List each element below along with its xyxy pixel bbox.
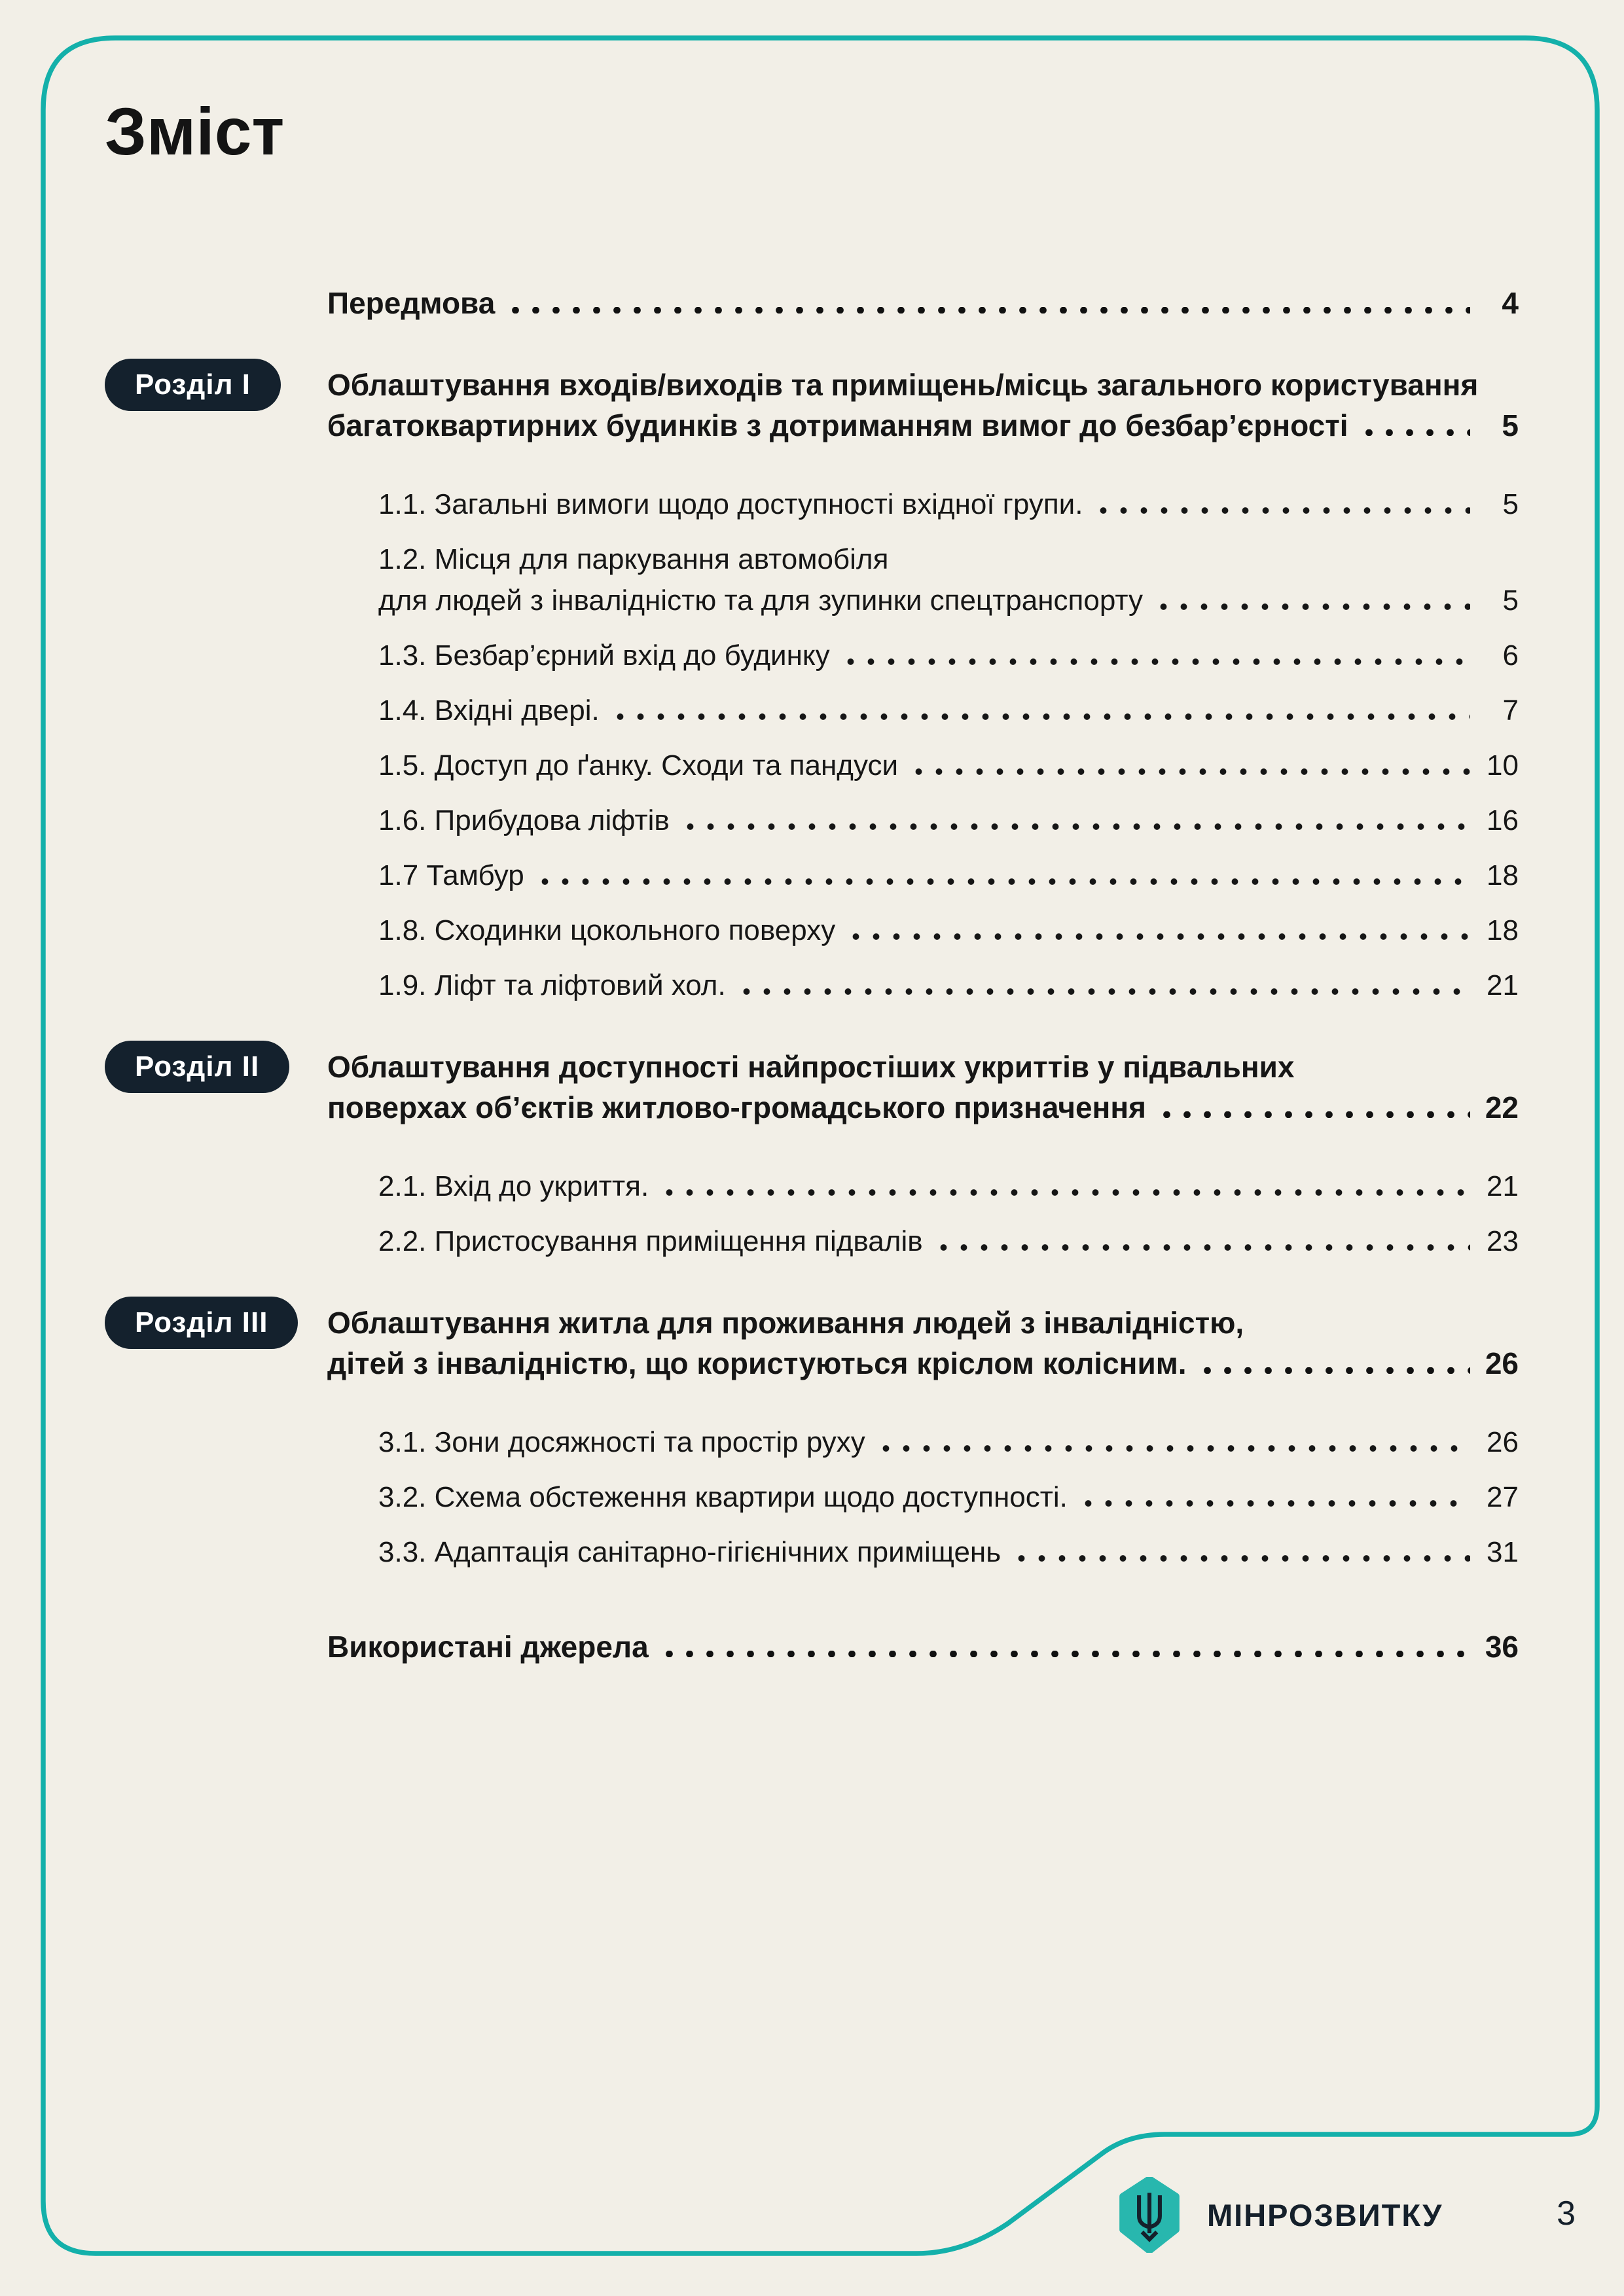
toc-item-row	[378, 1477, 1519, 1518]
toc-item	[378, 745, 1519, 786]
toc-item-row	[378, 745, 1519, 786]
toc-item-row	[378, 855, 1519, 896]
toc-item-label: 3.2. Схема обстеження квартири щодо доступності.	[378, 1481, 1068, 1513]
toc-item-label: 3.1. Зони досяжності та простір руху	[378, 1426, 865, 1458]
toc-item-page: 10	[1487, 749, 1519, 781]
toc-item-label: 3.3. Адаптація санітарно-гігієнічних приміщень	[378, 1536, 1001, 1568]
section-heading	[327, 1302, 1519, 1384]
section-items	[378, 1166, 1519, 1262]
toc-item-row	[378, 800, 1519, 841]
section-page: 22	[1485, 1090, 1519, 1124]
toc-item-label: 2.2. Пристосування приміщення підвалів	[378, 1225, 923, 1257]
section-badge-col	[105, 1302, 327, 1349]
toc-item	[378, 690, 1519, 731]
page-title: Зміст	[105, 94, 285, 169]
section-heading-line-row	[327, 1087, 1519, 1128]
dot-leader	[909, 768, 1470, 775]
section-page: 5	[1502, 408, 1519, 442]
dot-leader	[1359, 429, 1470, 436]
toc-entry-page: 36	[1485, 1630, 1519, 1664]
dot-leader	[846, 933, 1470, 940]
tryzub-shield-icon	[1118, 2177, 1181, 2253]
toc-entry-sources	[327, 1626, 1519, 1668]
toc-item-row	[378, 484, 1519, 525]
section-heading-line: Облаштування житла для проживання людей з інвалідністю,	[327, 1306, 1244, 1340]
dot-leader	[680, 823, 1470, 830]
toc-entry-label: Передмова	[327, 286, 496, 320]
section-heading-line: Облаштування доступності найпростіших укриттів у підвальних	[327, 1050, 1295, 1084]
dot-leader	[933, 1244, 1470, 1251]
toc-item-label: 1.7 Тамбур	[378, 859, 524, 891]
toc-item	[378, 855, 1519, 896]
dot-leader	[659, 1189, 1470, 1196]
page-number: 3	[1557, 2195, 1576, 2233]
toc-item	[378, 1166, 1519, 1207]
toc-item-row	[378, 635, 1519, 676]
section-heading-line: Облаштування входів/виходів та приміщень/місць загального користування	[327, 368, 1479, 402]
section-heading	[327, 1047, 1519, 1128]
toc-item-row	[378, 1532, 1519, 1573]
dot-leader	[659, 1651, 1470, 1657]
toc-section	[105, 365, 1519, 1006]
toc-item-label: 1.4. Вхідні двері.	[378, 694, 600, 726]
section-badge: Розділ I	[105, 359, 281, 411]
section-badge-col	[105, 1047, 327, 1093]
toc-item-page: 5	[1502, 488, 1519, 520]
toc-item-page: 21	[1487, 969, 1519, 1001]
toc-item-page: 16	[1487, 804, 1519, 836]
section-heading-line: дітей з інвалідністю, що користуються кріслом колісним.	[327, 1346, 1187, 1380]
section-heading-line: поверхах об’єктів житлово-громадського призначення	[327, 1090, 1146, 1124]
dot-leader	[610, 713, 1470, 720]
toc-item-page: 18	[1487, 914, 1519, 946]
section-items	[378, 484, 1519, 1006]
dot-leader	[1197, 1367, 1470, 1374]
toc-item-label: для людей з інвалідністю та для зупинки спецтранспорту	[378, 584, 1143, 617]
toc-sections	[105, 365, 1519, 1573]
dot-leader	[736, 988, 1470, 995]
section-heading-row	[105, 1302, 1519, 1384]
toc-item-label: 1.6. Прибудова ліфтів	[378, 804, 670, 836]
toc-item-line: 1.2. Місця для паркування автомобіля	[378, 543, 889, 575]
toc-entry-label: Використані джерела	[327, 1630, 649, 1664]
section-badge: Розділ III	[105, 1297, 298, 1349]
section-heading	[327, 365, 1519, 446]
dot-leader	[1093, 507, 1470, 514]
toc-item	[378, 635, 1519, 676]
dot-leader	[876, 1445, 1470, 1452]
section-heading-line-row	[327, 405, 1519, 446]
toc-item-page: 23	[1487, 1225, 1519, 1257]
toc-item	[378, 484, 1519, 525]
section-heading-line-row	[327, 1343, 1519, 1384]
toc-item-page: 31	[1487, 1536, 1519, 1568]
dot-leader	[1078, 1500, 1470, 1507]
toc-section	[105, 1047, 1519, 1262]
toc-item	[378, 910, 1519, 951]
section-badge: Розділ II	[105, 1041, 289, 1093]
toc-entry-preface	[327, 283, 1519, 324]
section-badge-col	[105, 365, 327, 411]
dot-leader	[840, 658, 1470, 665]
dot-leader	[1011, 1555, 1470, 1562]
toc-content	[105, 92, 1519, 1668]
toc-item-row	[378, 1166, 1519, 1207]
toc-item-row	[378, 1221, 1519, 1262]
toc-item-label: 1.8. Сходинки цокольного поверху	[378, 914, 836, 946]
toc-item-row	[378, 690, 1519, 731]
toc-item-label: 1.3. Безбар’єрний вхід до будинку	[378, 639, 830, 672]
toc-item	[378, 1477, 1519, 1518]
dot-leader	[1157, 1111, 1470, 1118]
toc-item	[378, 965, 1519, 1006]
toc-section	[105, 1302, 1519, 1573]
toc-item-page: 27	[1487, 1481, 1519, 1513]
footer	[1118, 2177, 1443, 2253]
toc-item	[378, 1532, 1519, 1573]
toc-item-page: 26	[1487, 1426, 1519, 1458]
toc-item-row	[378, 580, 1519, 621]
section-page: 26	[1485, 1346, 1519, 1380]
toc-entry-page: 4	[1502, 286, 1519, 320]
toc-item-label: 1.9. Ліфт та ліфтовий хол.	[378, 969, 726, 1001]
toc-item	[378, 1422, 1519, 1463]
toc-item	[378, 1221, 1519, 1262]
toc-item	[378, 800, 1519, 841]
toc-item-label: 2.1. Вхід до укриття.	[378, 1170, 649, 1202]
toc-item-page: 6	[1502, 639, 1519, 672]
toc-item-row	[378, 910, 1519, 951]
toc-item-label: 1.5. Доступ до ґанку. Сходи та пандуси	[378, 749, 899, 781]
toc-item-page: 18	[1487, 859, 1519, 891]
toc-item-page: 5	[1502, 584, 1519, 617]
toc-item	[378, 539, 1519, 621]
toc-item-page: 21	[1487, 1170, 1519, 1202]
section-heading-row	[105, 365, 1519, 446]
dot-leader	[505, 307, 1470, 314]
toc-item-label: 1.1. Загальні вимоги щодо доступності вхідної групи.	[378, 488, 1083, 520]
toc-item-page: 7	[1502, 694, 1519, 726]
section-heading-line: багатоквартирних будинків з дотриманням вимог до безбар’єрності	[327, 408, 1348, 442]
dot-leader	[1153, 603, 1470, 610]
dot-leader	[535, 878, 1470, 885]
toc-item-row	[378, 965, 1519, 1006]
section-heading-row	[105, 1047, 1519, 1128]
brand-name: МІНРОЗВИТКУ	[1207, 2197, 1443, 2233]
toc-item-row	[378, 1422, 1519, 1463]
section-items	[378, 1422, 1519, 1573]
